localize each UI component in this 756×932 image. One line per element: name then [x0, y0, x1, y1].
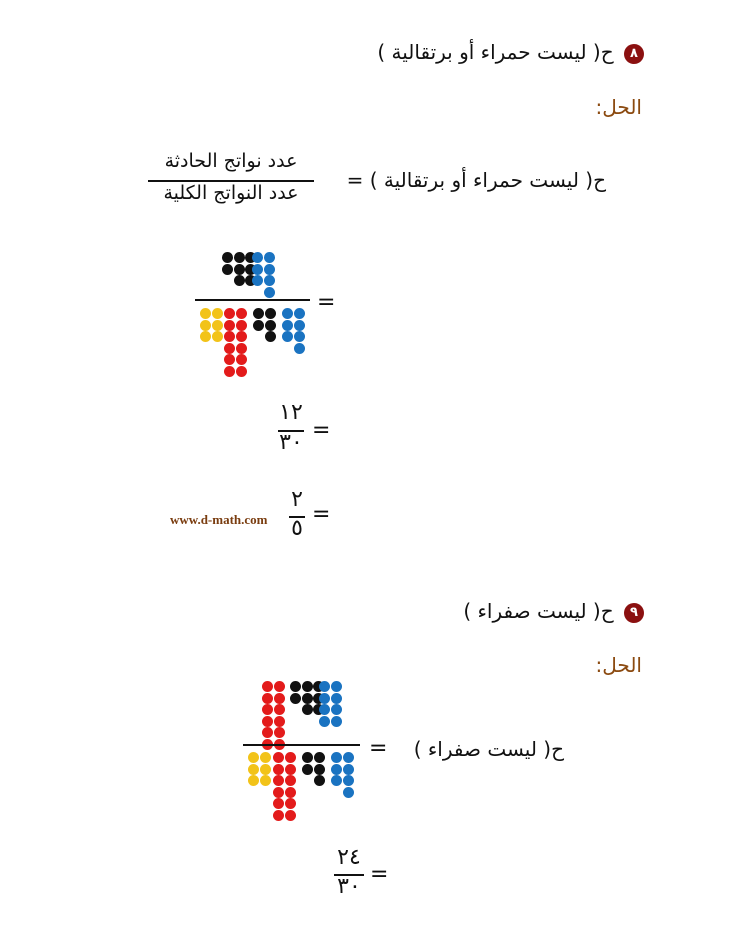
counter-dot — [253, 320, 264, 331]
counter-dot — [253, 308, 264, 319]
counter-dot — [236, 308, 247, 319]
question-number-badge: ٨ — [624, 44, 644, 64]
counter-dot — [290, 681, 301, 692]
counter-dot — [265, 308, 276, 319]
counter-dot — [264, 264, 275, 275]
counter-dot — [264, 275, 275, 286]
counter-dot — [285, 798, 296, 809]
counter-dot — [234, 275, 245, 286]
counter-dot — [248, 752, 259, 763]
counter-dot — [290, 693, 301, 704]
counter-dot — [224, 308, 235, 319]
counter-dot — [273, 810, 284, 821]
counter-dot — [200, 331, 211, 342]
fraction-bar — [195, 299, 310, 301]
counter-dot — [285, 787, 296, 798]
counter-dot — [331, 764, 342, 775]
counter-dot — [331, 775, 342, 786]
counter-dot — [274, 704, 285, 715]
counter-dot — [331, 681, 342, 692]
question-9 — [463, 599, 644, 623]
counter-dot — [294, 308, 305, 319]
counter-dot — [234, 252, 245, 263]
counter-dot — [252, 252, 263, 263]
counter-dot — [273, 752, 284, 763]
fraction-bar — [243, 744, 360, 746]
counter-dot — [224, 366, 235, 377]
counter-dot — [314, 764, 325, 775]
counter-dot — [260, 775, 271, 786]
counter-dot — [319, 704, 330, 715]
solution-label-8: الحل: — [595, 95, 642, 119]
counter-dot — [252, 264, 263, 275]
counter-dot — [224, 320, 235, 331]
counter-dot — [252, 275, 263, 286]
counter-dot — [236, 331, 247, 342]
counter-dot — [343, 764, 354, 775]
counter-dot — [260, 752, 271, 763]
counter-dot — [200, 308, 211, 319]
website-watermark: www.d-math.com — [170, 512, 268, 527]
counter-dot — [265, 320, 276, 331]
counter-dot — [262, 681, 273, 692]
counter-dot — [302, 681, 313, 692]
counter-dot — [274, 681, 285, 692]
question-8-text: ح( ليست حمراء أو برتقالية ) — [377, 40, 614, 64]
counter-dot — [319, 716, 330, 727]
equals-sign: = — [312, 502, 331, 527]
formula-denominator: عدد النواتج الكلية — [163, 182, 299, 204]
counter-dot — [282, 308, 293, 319]
counter-dot — [236, 320, 247, 331]
counter-dot — [343, 787, 354, 798]
counter-dot — [294, 331, 305, 342]
counter-dot — [343, 752, 354, 763]
question-8 — [377, 40, 644, 64]
step3-denominator-8: ٥ — [291, 516, 303, 541]
counter-dot — [302, 693, 313, 704]
counter-dot — [285, 752, 296, 763]
counter-dot — [282, 331, 293, 342]
counter-dot — [262, 693, 273, 704]
counter-dot — [273, 775, 284, 786]
step3-numerator-8: ٢ — [291, 487, 303, 512]
counter-dot — [264, 252, 275, 263]
counter-dot — [262, 727, 273, 738]
counter-dot — [285, 764, 296, 775]
counter-dot — [222, 252, 233, 263]
counter-dot — [319, 693, 330, 704]
counter-dot — [331, 752, 342, 763]
formula-lhs-9: ح( ليست صفراء ) — [413, 737, 564, 761]
counter-dot — [200, 320, 211, 331]
counter-dot — [224, 331, 235, 342]
counter-dot — [343, 775, 354, 786]
question-number-badge: ٩ — [624, 603, 644, 623]
counter-dot — [302, 704, 313, 715]
counter-dot — [273, 798, 284, 809]
counter-dot — [319, 681, 330, 692]
counter-dot — [282, 320, 293, 331]
counter-dot — [294, 343, 305, 354]
counter-dot — [262, 716, 273, 727]
counter-dot — [264, 287, 275, 298]
counter-dot — [236, 343, 247, 354]
counter-dot — [314, 775, 325, 786]
equals-sign: = — [312, 418, 331, 443]
counter-dot — [224, 354, 235, 365]
formula-lhs-8: ح( ليست حمراء أو برتقالية ) = — [346, 168, 606, 192]
counter-dot — [274, 727, 285, 738]
formula-numerator: عدد نواتج الحادثة — [164, 150, 298, 172]
counter-dot — [248, 764, 259, 775]
counter-dot — [260, 764, 271, 775]
question-9-text: ح( ليست صفراء ) — [463, 599, 614, 623]
counter-dot — [236, 354, 247, 365]
step2-numerator-9: ٢٤ — [337, 845, 361, 870]
counter-dot — [265, 331, 276, 342]
counter-dot — [212, 320, 223, 331]
counter-dot — [331, 716, 342, 727]
counter-dot — [212, 308, 223, 319]
counter-dot — [236, 366, 247, 377]
counter-dot — [285, 810, 296, 821]
counter-dot — [273, 787, 284, 798]
counter-dot — [248, 775, 259, 786]
counter-dot — [302, 764, 313, 775]
counter-dot — [224, 343, 235, 354]
counter-dot — [331, 704, 342, 715]
step2-numerator-8: ١٢ — [279, 400, 303, 425]
counter-dot — [212, 331, 223, 342]
counter-dot — [302, 752, 313, 763]
equals-sign: = — [317, 290, 336, 315]
equals-sign: = — [370, 862, 389, 887]
step2-denominator-9: ٣٠ — [337, 874, 361, 899]
counter-dot — [331, 693, 342, 704]
counter-dot — [273, 764, 284, 775]
counter-dot — [285, 775, 296, 786]
equals-sign: = — [369, 736, 388, 761]
counter-dot — [274, 693, 285, 704]
step2-denominator-8: ٣٠ — [279, 430, 303, 455]
counter-dot — [262, 704, 273, 715]
counter-dot — [274, 716, 285, 727]
counter-dot — [222, 264, 233, 275]
solution-label-9: الحل: — [595, 653, 642, 677]
counter-dot — [294, 320, 305, 331]
counter-dot — [234, 264, 245, 275]
counter-dot — [314, 752, 325, 763]
